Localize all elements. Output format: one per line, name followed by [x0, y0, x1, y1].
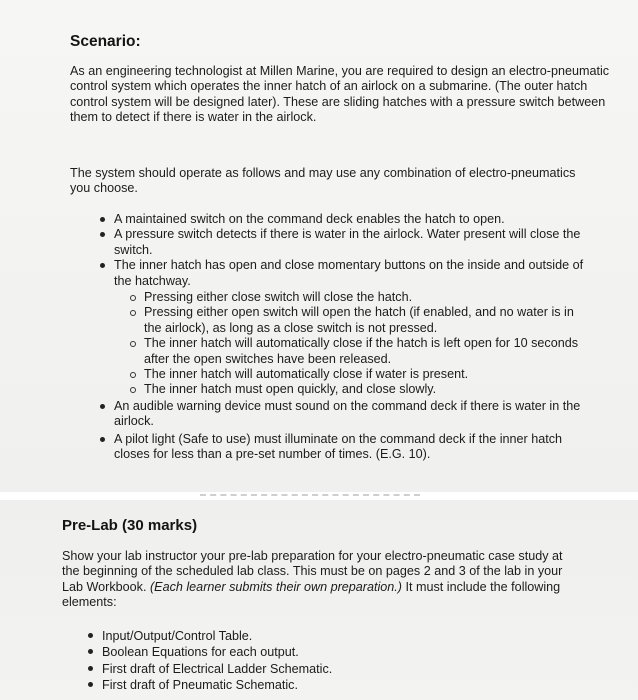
hatch-behaviour-list — [114, 290, 594, 398]
scenario-heading: Scenario: — [70, 33, 141, 50]
bullet-icon — [100, 217, 105, 222]
sub-list-item: Pressing either open switch will open the hatch (if enabled, and no water is in the airlock), as long as a close switch is not pressed. — [144, 305, 594, 336]
list-item: The inner hatch has open and close momentary buttons on the inside and outside of the hatchway. Pressing either close switch will close the hatch. Pressing either open switch will open the hatch (if enabled, and no water is in the airlock), as long as a close switch is not pressed. The inner hatch will automatically close if the hatch is left open for 10 seconds after the open switches have been released. The inner hatch will automatically close if water is present. The inner hatch must open quickly, and close slowly. — [114, 258, 594, 398]
hollow-bullet-icon — [130, 310, 136, 316]
list-item: A pilot light (Safe to use) must illuminate on the command deck if the inner hatch closes for less than a pre-set number of times. (E.G. 10). — [114, 432, 594, 463]
prelab-instructions: Show your lab instructor your pre-lab preparation for your electro-pneumatic case study at the beginning of the scheduled lab class. This must be on pages 2 and 3 of the lab in your Lab Workbook. (Each learner submits their own preparation.) It must include the following elements: — [62, 549, 563, 610]
list-item: Boolean Equations for each output. — [102, 644, 542, 660]
sub-list-item: The inner hatch will automatically close if the hatch is left open for 10 seconds after the open switches have been released. — [144, 336, 594, 367]
prelab-elements-list — [102, 628, 542, 694]
hollow-bullet-icon — [130, 295, 136, 301]
requirements-list — [114, 212, 594, 463]
prelab-heading: Pre-Lab (30 marks) — [62, 517, 198, 534]
list-item: An audible warning device must sound on the command deck if there is water in the airlock. — [114, 399, 594, 430]
list-item: First draft of Pneumatic Schematic. — [102, 677, 542, 693]
hollow-bullet-icon — [130, 387, 136, 393]
sub-list-item: The inner hatch must open quickly, and close slowly. — [144, 382, 594, 397]
operation-intro: The system should operate as follows and may use any combination of electro-pneumatics you choose. — [70, 166, 576, 196]
bullet-icon — [88, 666, 93, 671]
bullet-icon — [100, 404, 105, 409]
bullet-icon — [100, 437, 105, 442]
prelab-note: (Each learner submits their own preparation.) — [149, 579, 402, 594]
list-item: A pressure switch detects if there is water in the airlock. Water present will close the switch. — [114, 227, 594, 258]
sub-list-item: The inner hatch will automatically close if water is present. — [144, 367, 594, 382]
list-item: A maintained switch on the command deck enables the hatch to open. — [114, 212, 594, 227]
hollow-bullet-icon — [130, 372, 136, 378]
sub-list-item: Pressing either close switch will close the hatch. — [144, 290, 594, 305]
dashed-separator — [200, 494, 420, 496]
list-item: Input/Output/Control Table. — [102, 628, 542, 644]
hollow-bullet-icon — [130, 341, 136, 347]
scenario-intro: As an engineering technologist at Millen Marine, you are required to design an electro-pneumatic control system which operates the inner hatch of an airlock on a submarine. (The outer hatch control system will be designed later). These are sliding hatches with a pressure switch between them to detect if there is water in the airlock. — [70, 64, 610, 125]
bullet-icon — [88, 633, 93, 638]
list-item: First draft of Electrical Ladder Schematic. — [102, 661, 542, 677]
